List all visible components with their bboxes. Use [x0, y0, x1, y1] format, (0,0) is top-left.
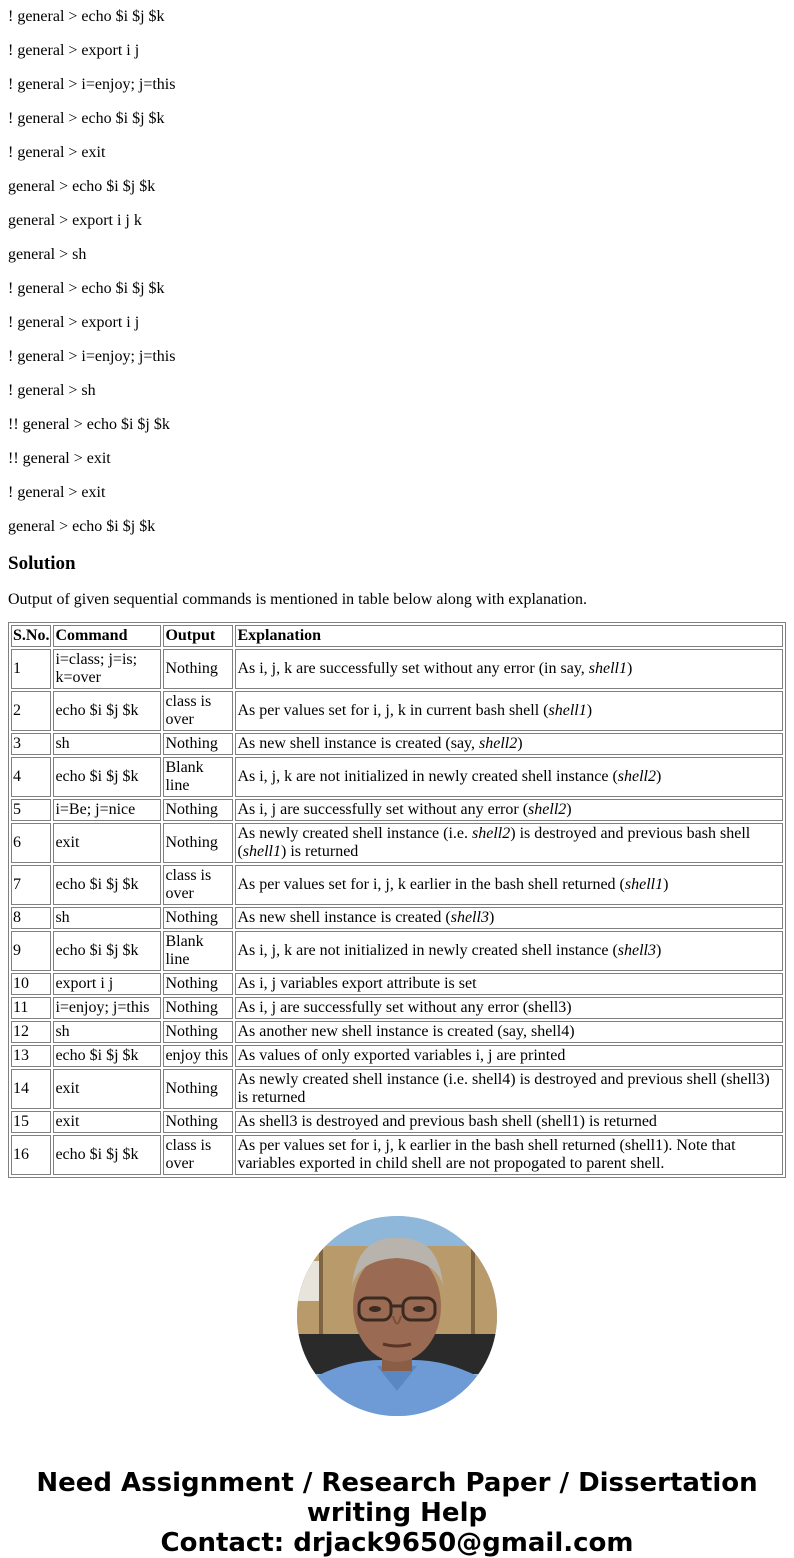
cell-sno: 4	[11, 757, 51, 797]
cell-explanation	[235, 997, 783, 1019]
table-body	[11, 649, 783, 1175]
explanation-italic: shell1	[624, 876, 664, 893]
cell-output: Nothing	[163, 799, 233, 821]
cell-explanation	[235, 1069, 783, 1109]
explanation-text: ) is destroyed and previous bash shell (	[237, 825, 751, 860]
cell-command: i=Be; j=nice	[53, 799, 161, 821]
command-line: ! general > exit	[8, 484, 106, 501]
command-line: ! general > i=enjoy; j=this	[8, 76, 176, 93]
explanation-text: As another new shell instance is created (say, shell4)	[237, 1023, 575, 1040]
cell-explanation	[235, 823, 783, 863]
command-line: ! general > echo $i $j $k	[8, 8, 165, 25]
table-row	[11, 1111, 783, 1133]
cell-explanation	[235, 973, 783, 995]
cell-sno: 12	[11, 1021, 51, 1043]
cell-sno: 16	[11, 1135, 51, 1175]
cell-explanation	[235, 1135, 783, 1175]
explanation-text: As per values set for i, j, k in current bash shell (	[237, 702, 549, 719]
cell-output: Nothing	[163, 997, 233, 1019]
cell-command: export i j	[53, 973, 161, 995]
explanation-italic: shell2	[528, 801, 567, 818]
cell-output: Nothing	[163, 823, 233, 863]
cell-command: exit	[53, 1069, 161, 1109]
explanation-text: )	[566, 801, 572, 818]
promo-contact: Contact: drjack9650@gmail.com	[160, 1528, 634, 1558]
author-photo	[297, 1216, 497, 1416]
explanation-text: As new shell instance is created (	[237, 909, 451, 926]
cell-explanation	[235, 931, 783, 971]
cell-output: Nothing	[163, 733, 233, 755]
promo-line-1: Need Assignment / Research Paper / Dissertation	[36, 1468, 758, 1498]
header-command: Command	[53, 625, 161, 647]
cell-sno: 10	[11, 973, 51, 995]
cell-sno: 13	[11, 1045, 51, 1067]
explanation-italic: shell1	[242, 843, 281, 860]
table-row	[11, 799, 783, 821]
cell-output: Nothing	[163, 1069, 233, 1109]
cell-command: i=class; j=is; k=over	[53, 649, 161, 689]
cell-command: echo $i $j $k	[53, 1045, 161, 1067]
cell-command: sh	[53, 1021, 161, 1043]
table-row	[11, 907, 783, 929]
cell-command: sh	[53, 907, 161, 929]
explanation-text: As i, j, k are successfully set without any error (in say,	[237, 660, 589, 677]
table-header-row	[11, 625, 783, 647]
cell-output: Nothing	[163, 1111, 233, 1133]
command-line: ! general > sh	[8, 382, 96, 399]
table-row	[11, 973, 783, 995]
explanation-italic: shell1	[588, 660, 627, 677]
portrait-image	[297, 1216, 497, 1416]
solution-table	[8, 622, 786, 1178]
table-row	[11, 733, 783, 755]
command-line: ! general > export i j	[8, 314, 140, 331]
command-line: ! general > i=enjoy; j=this	[8, 348, 176, 365]
table-row	[11, 997, 783, 1019]
table-row	[11, 757, 783, 797]
table-row	[11, 931, 783, 971]
cell-command: echo $i $j $k	[53, 865, 161, 905]
explanation-text: )	[627, 660, 633, 677]
cell-command: echo $i $j $k	[53, 757, 161, 797]
explanation-text: ) is returned	[281, 843, 359, 860]
cell-sno: 2	[11, 691, 51, 731]
explanation-text: As per values set for i, j, k earlier in the bash shell returned (shell1). Note that variables exported in child shell are not propogated to parent shell.	[237, 1137, 736, 1172]
cell-sno: 7	[11, 865, 51, 905]
cell-sno: 14	[11, 1069, 51, 1109]
command-line: general > echo $i $j $k	[8, 178, 156, 195]
cell-output: enjoy this	[163, 1045, 233, 1067]
explanation-italic: shell2	[472, 825, 511, 842]
table-row	[11, 691, 783, 731]
header-explanation: Explanation	[235, 625, 783, 647]
cell-sno: 5	[11, 799, 51, 821]
cell-command: exit	[53, 1111, 161, 1133]
cell-explanation	[235, 907, 783, 929]
explanation-text: As newly created shell instance (i.e.	[237, 825, 473, 842]
explanation-text: )	[656, 768, 662, 785]
cell-output: class is over	[163, 691, 233, 731]
cell-explanation	[235, 799, 783, 821]
table-row	[11, 823, 783, 863]
header-sno: S.No.	[11, 625, 51, 647]
command-line: ! general > echo $i $j $k	[8, 280, 165, 297]
explanation-text: As newly created shell instance (i.e. shell4) is destroyed and previous shell (shell3) is returned	[237, 1071, 770, 1106]
cell-explanation	[235, 757, 783, 797]
cell-explanation	[235, 1111, 783, 1133]
explanation-text: )	[663, 876, 669, 893]
command-line: !! general > exit	[8, 450, 111, 467]
promo-banner	[8, 1468, 786, 1558]
table-row	[11, 1021, 783, 1043]
cell-command: echo $i $j $k	[53, 1135, 161, 1175]
explanation-text: )	[488, 909, 495, 926]
cell-output: Nothing	[163, 1021, 233, 1043]
command-line: ! general > exit	[8, 144, 106, 161]
command-line: general > sh	[8, 246, 87, 263]
explanation-text: As new shell instance is created (say,	[237, 735, 479, 752]
cell-output: Nothing	[163, 907, 233, 929]
cell-output: Nothing	[163, 973, 233, 995]
command-line: ! general > export i j	[8, 42, 140, 59]
explanation-italic: shell2	[617, 768, 656, 785]
table-row	[11, 865, 783, 905]
cell-output: Nothing	[163, 649, 233, 689]
cell-explanation	[235, 1021, 783, 1043]
cell-sno: 11	[11, 997, 51, 1019]
explanation-text: As i, j variables export attribute is set	[237, 975, 477, 992]
table-row	[11, 1069, 783, 1109]
cell-explanation	[235, 1045, 783, 1067]
cell-explanation	[235, 865, 783, 905]
command-list	[8, 0, 786, 544]
explanation-text: As i, j are successfully set without any error (	[237, 801, 529, 818]
explanation-text: As per values set for i, j, k earlier in the bash shell returned (	[237, 876, 625, 893]
command-line: general > echo $i $j $k	[8, 518, 156, 535]
cell-command: exit	[53, 823, 161, 863]
explanation-italic: shell3	[617, 942, 656, 959]
cell-sno: 15	[11, 1111, 51, 1133]
cell-command: sh	[53, 733, 161, 755]
explanation-italic: shell1	[548, 702, 587, 719]
cell-sno: 8	[11, 907, 51, 929]
explanation-text: )	[586, 702, 593, 719]
table-row	[11, 1045, 783, 1067]
table-row	[11, 649, 783, 689]
explanation-text: )	[656, 942, 662, 959]
cell-command: echo $i $j $k	[53, 931, 161, 971]
cell-sno: 3	[11, 733, 51, 755]
explanation-italic: shell2	[479, 735, 518, 752]
command-line: !! general > echo $i $j $k	[8, 416, 170, 433]
cell-explanation	[235, 691, 783, 731]
cell-explanation	[235, 733, 783, 755]
table-row	[11, 1135, 783, 1175]
explanation-text: As i, j, k are not initialized in newly created shell instance (	[237, 768, 618, 785]
command-line: ! general > echo $i $j $k	[8, 110, 165, 127]
cell-command: i=enjoy; j=this	[53, 997, 161, 1019]
solution-heading: Solution	[8, 553, 76, 574]
cell-output: Blank line	[163, 931, 233, 971]
cell-sno: 1	[11, 649, 51, 689]
solution-intro: Output of given sequential commands is mentioned in table below along with explanation.	[8, 591, 587, 608]
cell-explanation	[235, 649, 783, 689]
cell-sno: 9	[11, 931, 51, 971]
explanation-text: As i, j, k are not initialized in newly created shell instance (	[237, 942, 618, 959]
cell-command: echo $i $j $k	[53, 691, 161, 731]
explanation-text: As values of only exported variables i, j are printed	[237, 1047, 566, 1064]
cell-output: Blank line	[163, 757, 233, 797]
header-output: Output	[163, 625, 233, 647]
command-line: general > export i j k	[8, 212, 142, 229]
cell-output: class is over	[163, 1135, 233, 1175]
explanation-text: As i, j are successfully set without any error (shell3)	[237, 999, 572, 1016]
cell-sno: 6	[11, 823, 51, 863]
explanation-italic: shell3	[450, 909, 489, 926]
explanation-text: As shell3 is destroyed and previous bash shell (shell1) is returned	[237, 1113, 657, 1130]
explanation-text: )	[517, 735, 523, 752]
author-photo-container	[8, 1216, 786, 1418]
promo-line-2: writing Help	[306, 1498, 488, 1528]
cell-output: class is over	[163, 865, 233, 905]
